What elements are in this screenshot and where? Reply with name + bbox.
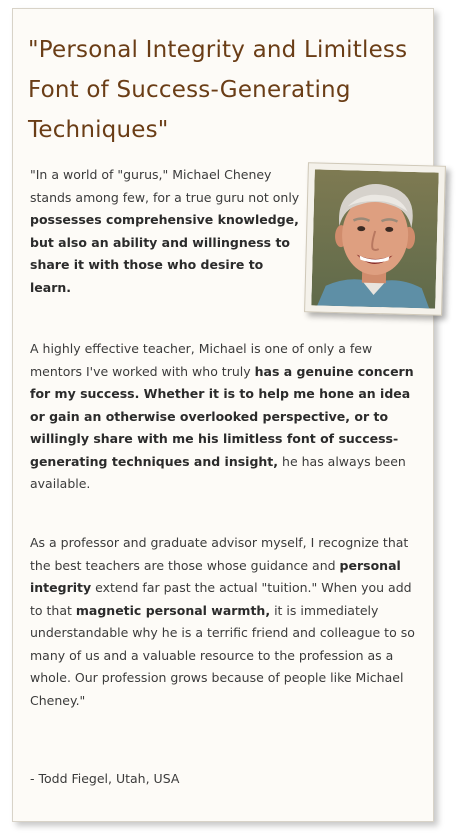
testimonial-title: "Personal Integrity and Limitless Font of Success-Generating Techniques" xyxy=(28,37,408,143)
testimonial-paragraph-3 xyxy=(30,532,415,712)
photo-frame xyxy=(304,162,446,316)
paragraph-2-emphasis: has a genuine concern for my success. Whether it is to help me hone an idea or gain an otherwise overlooked perspective, or to willingly share with me his limitless font of success-generating techniques and insight, xyxy=(30,363,414,469)
paragraph-2-text-b: he has always been available. xyxy=(30,453,406,491)
paragraph-3-emphasis-b: magnetic personal warmth, xyxy=(75,602,271,618)
paragraph-1-emphasis: possesses comprehensive knowledge, but also an ability and willingness to share it with those who desire to learn. xyxy=(30,212,299,295)
testimonial-paragraph-2 xyxy=(30,338,415,496)
paragraph-3-text-c: it is immediately understandable why he is a terrific friend and colleague to so many of us and a valuable resource to the profession as a whole. Our profession grows because of people like Michael Cheney." xyxy=(30,602,415,708)
portrait-photo xyxy=(311,169,439,308)
paragraph-3-emphasis-a: personal integrity xyxy=(30,557,401,595)
paragraph-3-text-b: extend far past the actual "tuition." When you add to that xyxy=(30,580,412,618)
testimonial-signature: - Todd Fiegel, Utah, USA xyxy=(30,771,180,786)
testimonial-paragraph-1 xyxy=(30,164,300,299)
paragraph-1-text: "In a world of "gurus," Michael Cheney stands among few, for a true guru not only xyxy=(30,167,300,205)
paragraph-2-text-a: A highly effective teacher, Michael is one of only a few mentors I've worked with who truly xyxy=(30,341,373,379)
paragraph-3-text-a: As a professor and graduate advisor myself, I recognize that the best teachers are those whose guidance and xyxy=(30,535,409,573)
